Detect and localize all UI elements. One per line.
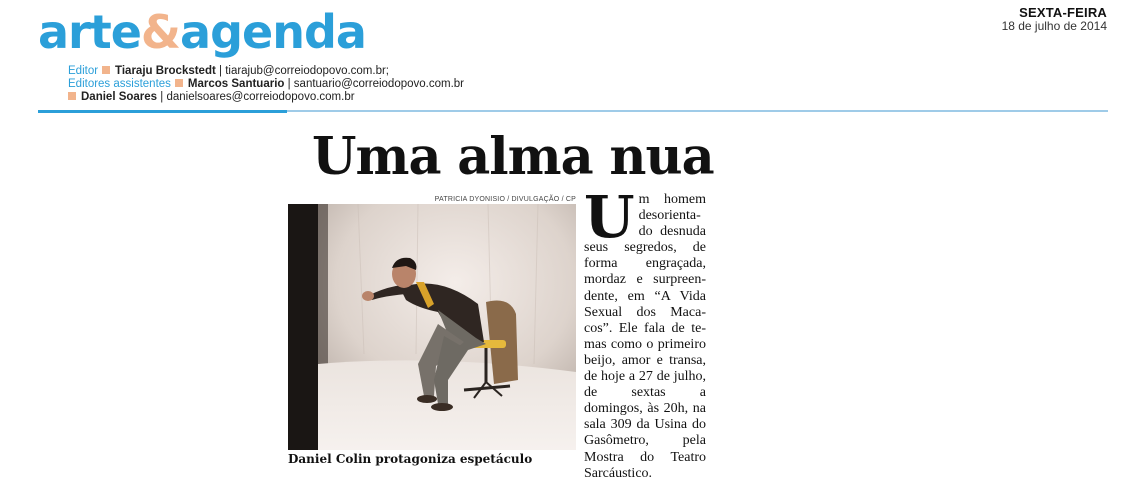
article-headline: Uma alma nua: [312, 127, 714, 187]
assistant-editor-2-email: | danielsoares@correiodopovo.com.br: [157, 90, 355, 103]
article-photo: [288, 204, 576, 450]
assistant-editors-credit: [68, 78, 464, 91]
edition-date: 18 de julho de 2014: [1001, 19, 1107, 33]
header-rule: [287, 110, 1108, 112]
editor-label: Editor: [68, 65, 99, 77]
square-bullet-icon: [68, 92, 76, 100]
header-rule-accent: [38, 110, 287, 113]
square-bullet-icon: [175, 79, 183, 87]
section-masthead: [38, 2, 366, 62]
drop-cap: U: [584, 183, 635, 251]
masthead-arte: arte: [38, 5, 141, 59]
edition-day: SEXTA-FEIRA: [1019, 5, 1107, 20]
editor-name: Tiaraju Brockstedt: [115, 65, 216, 77]
editor-credit: [68, 65, 464, 78]
assistant-editor-2-name: Daniel Soares: [81, 90, 158, 103]
assistant-editor-1-email: | santuario@correiodopovo.com.br: [284, 77, 465, 90]
assistant-editor-2-credit: [68, 91, 464, 104]
editorial-credits: [68, 65, 464, 103]
actor-photo-illustration: [288, 204, 576, 450]
masthead-agenda: agenda: [180, 5, 366, 59]
edition-date-block: [1002, 6, 1107, 33]
assistant-editor-1-name: Marcos Santuario: [187, 77, 285, 90]
photo-caption: Daniel Colin protagoniza espetáculo: [288, 452, 533, 466]
masthead-ampersand: &: [140, 5, 181, 59]
article-body-text: m homem desorientado desnuda seus segredos, de forma engraçada, mordaz e surpreendente, em “A Vida Sexual dos Macacos”. Ele fala de temas como o primeiro beijo, amor e transa, de hoje a 27 de julho, de sextas a domingos, às 20h, na sala 309 da Usina do Gasômetro, pela Mostra do Teatro Sarcáustico.: [584, 192, 706, 481]
photo-credit: PATRICIA DYONISIO / DIVULGAÇÃO / CP: [434, 196, 576, 203]
editor-email: | tiarajub@correiodopovo.com.br;: [215, 65, 389, 77]
square-bullet-icon: [102, 66, 110, 74]
article-body: [584, 183, 706, 482]
assistant-editors-label: Editores assistentes: [68, 77, 171, 90]
